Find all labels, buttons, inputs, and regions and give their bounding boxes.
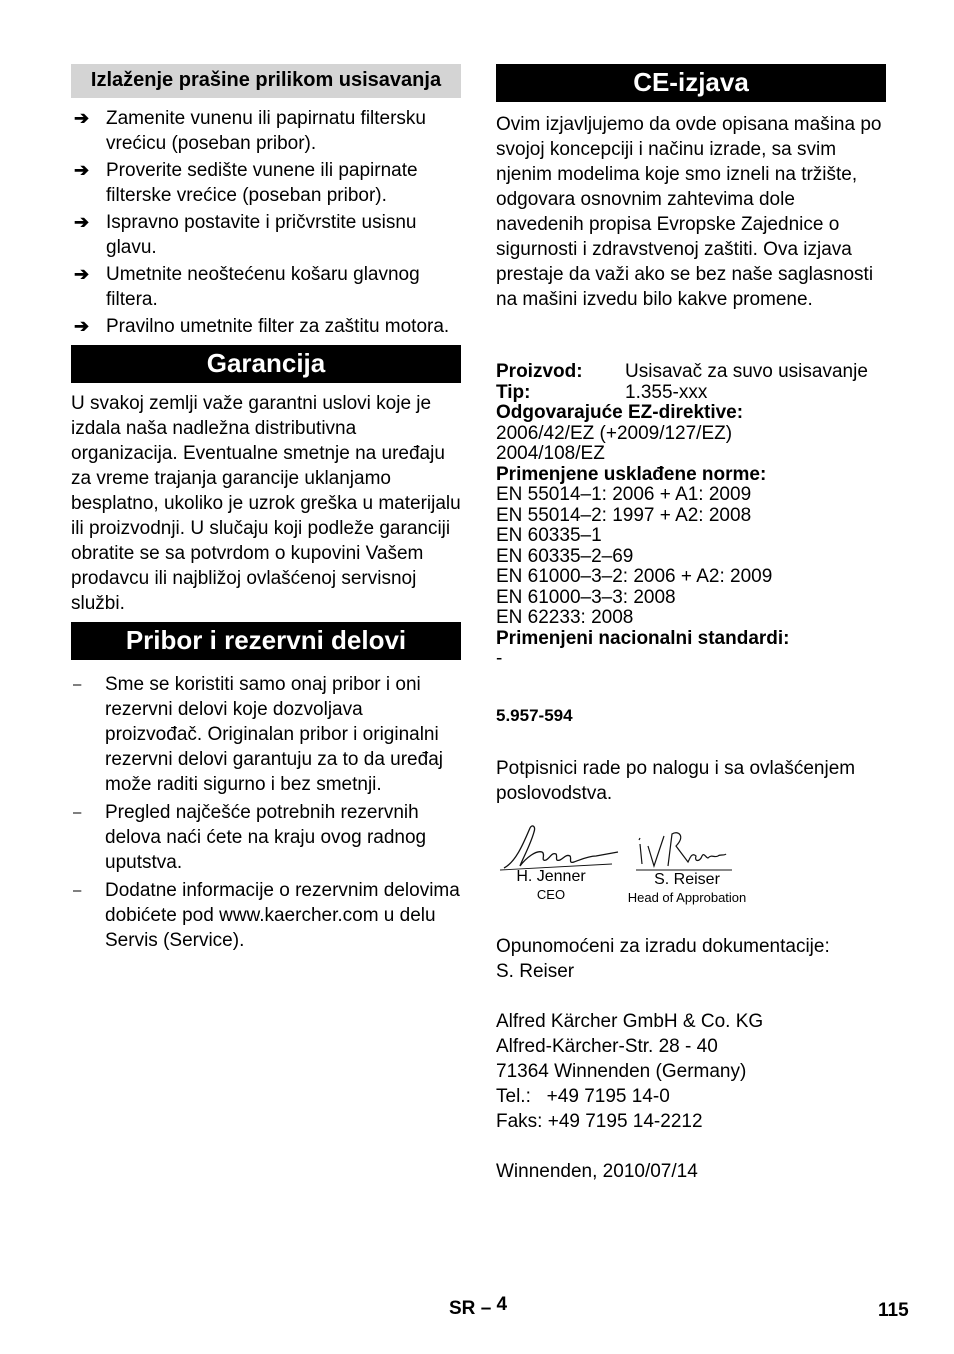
warranty-text: U svakoj zemlji važe garantni uslovi koje je izdala naša nadležna distributivna organizacija. Eventualne smetnje na uređaju za vreme trajanja garancije uklanjamo besplatno, ukoliko je uzrok greška u materijalu ili proizvodnji. U slučaju koji podleže garanciji obratite se sa potvrdom o kupovini Vašem prodavcu ili najbližoj ovlašćenoj servisnoj službi. <box>71 393 461 614</box>
signature-reiser <box>622 822 752 906</box>
list-item: ➔ Zamenite vunenu ili papirnatu filtersku vrećicu (poseban pribor). <box>71 106 461 156</box>
signature-jenner <box>496 822 606 903</box>
ce-specs <box>496 362 886 670</box>
list-item: – Dodatne informacije o rezervnim delovima dobićete pod www.kaercher.com u delu Servis (Service). <box>73 880 460 951</box>
right-column <box>496 64 886 1184</box>
signer-role: Head of Approbation <box>627 889 747 905</box>
place-date: Winnenden, 2010/07/14 <box>496 1160 698 1182</box>
norm-item: EN 60335–1 <box>496 525 602 546</box>
arrow-right-icon: ➔ <box>74 108 90 128</box>
ce-heading: CE-izjava <box>496 64 886 102</box>
company-address <box>496 1009 886 1134</box>
list-item: ➔ Umetnite neoštećenu košaru glavnog filtera. <box>71 262 461 312</box>
national-standards-label: Primenjeni nacionalni standardi: <box>496 627 790 649</box>
document-number: 5.957-594 <box>496 705 573 725</box>
signer-name: S. Reiser <box>654 870 720 888</box>
page-number: 115 <box>878 1300 909 1321</box>
parts-list <box>71 672 461 953</box>
norm-item: EN 62233: 2008 <box>496 607 634 628</box>
signatories-text: Potpisnici rade po nalogu i sa ovlašćenjem poslovodstva. <box>496 757 856 804</box>
signer-role: CEO <box>536 886 566 902</box>
handwritten-signature-jenner <box>496 822 620 874</box>
authorized-label: Opunomoćeni za izradu dokumentacije: <box>496 935 830 957</box>
list-item: ➔ Proverite sedište vunene ili papirnate filterske vrećice (poseban pribor). <box>71 158 461 208</box>
list-item: ➔ Ispravno postavite i pričvrstite usisnu glavu. <box>71 210 461 260</box>
arrow-right-icon: ➔ <box>74 212 90 232</box>
footer-section-code: SR – 4 <box>449 1294 508 1319</box>
left-column <box>71 64 461 956</box>
authorized-name: S. Reiser <box>496 960 575 982</box>
norms-label: Primenjene usklađene norme: <box>496 463 767 485</box>
company-city: 71364 Winnenden (Germany) <box>496 1060 747 1082</box>
warranty-heading: Garancija <box>71 345 461 383</box>
ce-declaration-text: Ovim izjavljujemo da ovde opisana mašina po svojoj koncepciji i načinu izrade, sa svim njenim modelima koje smo izneli na tržište, odgovara osnovnim zahtevima dole navedenih propisa Evropske Zajednice o sigurnosti i zdravstvenoj zaštiti. Ova izjava prestaje da važi ako se bez naše saglasnosti na mašini izvedu bilo kakve promene. <box>496 114 882 310</box>
signer-name: H. Jenner <box>516 867 586 885</box>
norm-item: EN 60335–2–69 <box>496 545 634 567</box>
handwritten-signature-reiser <box>634 828 734 874</box>
directives-label: Odgovarajuće EZ-direktive: <box>496 402 744 423</box>
arrow-right-icon: ➔ <box>74 316 90 336</box>
product-row: Proizvod: Usisavač za suvo usisavanje <box>496 361 868 382</box>
company-street: Alfred-Kärcher-Str. 28 - 40 <box>496 1035 718 1057</box>
dust-remedy-list <box>71 106 461 339</box>
national-standards-value: - <box>496 648 503 669</box>
company-name: Alfred Kärcher GmbH & Co. KG <box>496 1010 764 1032</box>
dash-bullet: – <box>73 882 82 899</box>
type-row: Tip: 1.355-xxx <box>496 381 708 403</box>
arrow-right-icon: ➔ <box>74 264 90 284</box>
list-item: – Pregled najčešće potrebnih rezervnih delova naći ćete na kraju ovog radnog uputstva. <box>73 802 427 873</box>
parts-heading: Pribor i rezervni delovi <box>71 622 461 660</box>
dash-bullet: – <box>73 804 82 821</box>
company-phone: Tel.: +49 7195 14-0 <box>496 1085 670 1107</box>
norm-item: EN 55014–1: 2006 + A1: 2009 <box>496 484 752 505</box>
norm-item: EN 61000–3–3: 2008 <box>496 586 676 608</box>
directive-item: 2004/108/EZ <box>496 443 605 464</box>
norm-item: EN 61000–3–2: 2006 + A2: 2009 <box>496 566 773 587</box>
arrow-right-icon: ➔ <box>74 160 90 180</box>
list-item: ➔ Pravilno umetnite filter za zaštitu motora. <box>71 314 461 339</box>
signatures <box>496 822 886 912</box>
norm-item: EN 55014–2: 1997 + A2: 2008 <box>496 504 752 526</box>
dust-heading: Izlaženje prašine prilikom usisavanja <box>71 64 461 98</box>
dash-bullet: – <box>73 676 82 693</box>
company-fax: Faks: +49 7195 14-2212 <box>496 1110 703 1132</box>
directive-item: 2006/42/EZ (+2009/127/EZ) <box>496 422 733 444</box>
list-item: – Sme se koristiti samo onaj pribor i oni rezervni delovi koje dozvoljava proizvođač. Originalan pribor i originalni rezervni delovi garantuju za to da uređaj može raditi sigurno i bez smetnji. <box>73 674 443 795</box>
